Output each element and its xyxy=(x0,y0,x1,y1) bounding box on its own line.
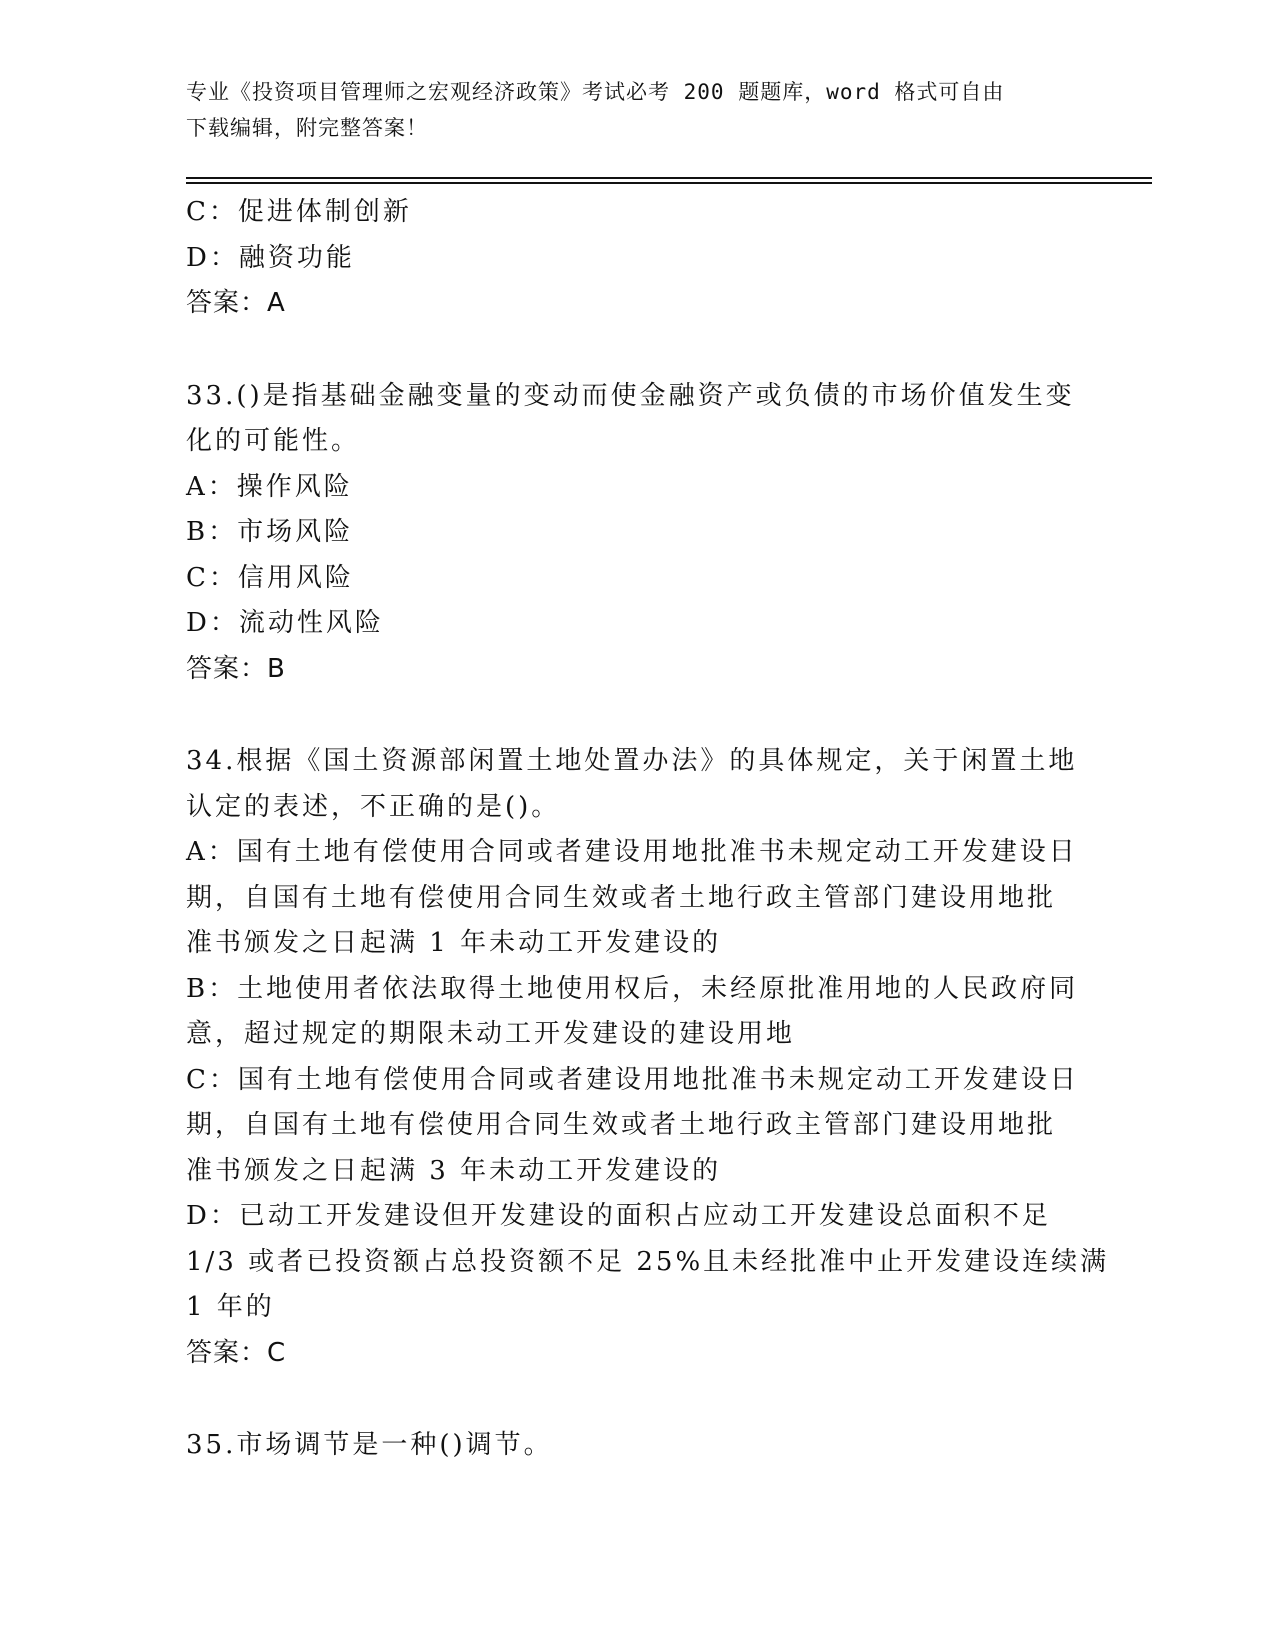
option-a-continued: 准书颁发之日起满 1 年未动工开发建设的 xyxy=(186,928,722,958)
question-35 xyxy=(186,1423,1086,1469)
option-d-continued: 1 年的 xyxy=(186,1292,275,1322)
option-d-continued: 1/3 或者已投资额占总投资额不足 25%且未经批准中止开发建设连续满 xyxy=(186,1246,1110,1277)
question-text: 34.根据《国土资源部闲置土地处置办法》的具体规定，关于闲置土地 xyxy=(186,746,1078,776)
question-list xyxy=(186,190,1110,1469)
option-c-continued: 准书颁发之日起满 3 年未动工开发建设的 xyxy=(186,1155,722,1186)
option-c-continued: 期，自国有土地有偿使用合同生效或者土地行政主管部门建设用地批 xyxy=(186,1110,1057,1140)
option-a: A：国有土地有偿使用合同或者建设用地批准书未规定动工开发建设日 xyxy=(186,837,1078,867)
option-a-continued: 期，自国有土地有偿使用合同生效或者土地行政主管部门建设用地批 xyxy=(186,882,1057,913)
answer-line: 答案：C xyxy=(186,1337,287,1368)
prev-question xyxy=(186,190,1086,327)
option-c: C：国有土地有偿使用合同或者建设用地批准书未规定动工开发建设日 xyxy=(186,1064,1079,1095)
document-header xyxy=(186,74,1066,146)
question-34 xyxy=(186,739,1110,1376)
answer-line: 答案：A xyxy=(186,288,286,318)
option-b: B：市场风险 xyxy=(186,517,354,547)
option-a: A：操作风险 xyxy=(186,471,353,502)
header-divider-bottom xyxy=(186,182,1152,184)
question-text: 化的可能性。 xyxy=(186,426,361,456)
option-b-continued: 意，超过规定的期限未动工开发建设的建设用地 xyxy=(186,1019,796,1049)
answer-line: 答案：B xyxy=(186,653,286,684)
option-d: D：流动性风险 xyxy=(186,608,384,638)
question-text: 35.市场调节是一种()调节。 xyxy=(186,1430,553,1460)
header-line-1: 专业《投资项目管理师之宏观经济政策》考试必考 200 题题库，word 格式可自由 xyxy=(186,80,1005,104)
option-d: D：已动工开发建设但开发建设的面积占应动工开发建设总面积不足 xyxy=(186,1201,1051,1231)
option-c: C：促进体制创新 xyxy=(186,197,412,227)
question-33 xyxy=(186,374,1086,693)
header-divider-top xyxy=(186,177,1152,179)
option-b: B：土地使用者依法取得土地使用权后，未经原批准用地的人民政府同 xyxy=(186,973,1079,1004)
header-line-2: 下载编辑，附完整答案！ xyxy=(186,116,428,140)
question-text: 33.()是指基础金融变量的变动而使金融资产或负债的市场价值发生变 xyxy=(186,380,1075,411)
question-text: 认定的表述，不正确的是()。 xyxy=(186,791,561,822)
option-c: C：信用风险 xyxy=(186,562,354,593)
option-d: D：融资功能 xyxy=(186,242,355,273)
